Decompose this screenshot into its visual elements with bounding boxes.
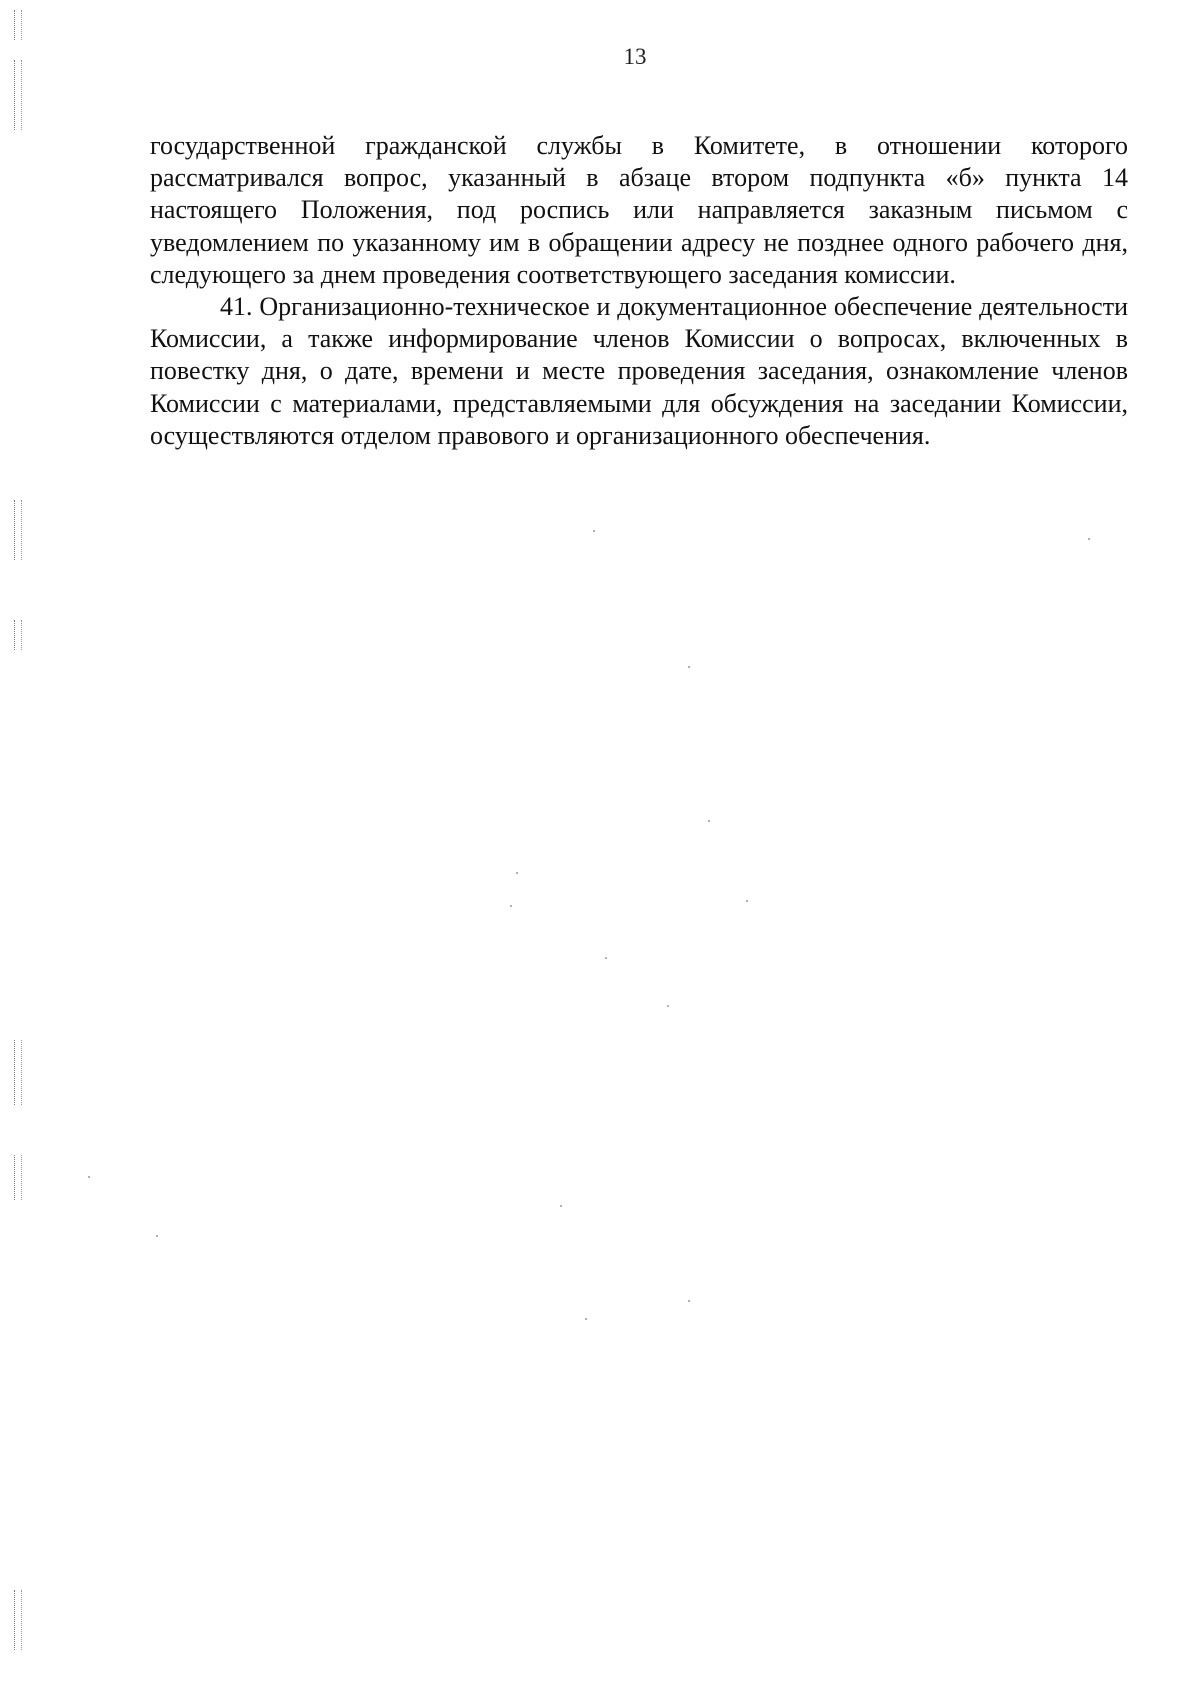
- scan-edge-mark: [14, 1155, 22, 1200]
- document-body: [150, 130, 1128, 452]
- scan-edge-mark: [14, 1040, 22, 1105]
- scan-speck: [708, 820, 710, 822]
- scan-speck: [516, 872, 518, 874]
- scan-speck: [1088, 538, 1090, 540]
- paragraph-continuation: государственной гражданской службы в Комитете, в отношении которого рассматривался вопрос, указанный в абзаце втором подпункта «б» пункта 14 настоящего Положения, под роспись или направляется заказным письмом с уведомлением по указанному им в обращении адресу не позднее одного рабочего дня, следующего за днем проведения соответствующего заседания комиссии.: [150, 131, 1128, 289]
- page-number: 13: [623, 44, 647, 69]
- scan-speck: [560, 1205, 562, 1207]
- scan-speck: [667, 1005, 669, 1007]
- scan-speck: [605, 957, 607, 959]
- scan-edge-mark: [14, 500, 22, 560]
- paragraph-item-41: 41. Организационно-техническое и документационное обеспечение деятельности Комиссии, а также информирование членов Комиссии о вопросах, включенных в повестку дня, о дате, времени и месте проведения заседания, ознакомление членов Комиссии с материалами, представляемыми для обсуждения на заседании Комиссии, осуществляются отделом правового и организационного обеспечения.: [150, 292, 1128, 450]
- scan-speck: [688, 666, 690, 668]
- scan-speck: [510, 905, 512, 907]
- scan-edge-mark: [14, 10, 22, 40]
- scan-edge-mark: [14, 60, 22, 130]
- scan-edge-mark: [14, 620, 22, 650]
- scan-speck: [688, 1300, 690, 1302]
- scan-speck: [156, 1235, 158, 1237]
- scan-speck: [593, 530, 595, 532]
- scan-speck: [585, 1318, 587, 1320]
- scan-edge-mark: [14, 1590, 22, 1650]
- scan-speck: [88, 1176, 90, 1178]
- scan-speck: [746, 900, 748, 902]
